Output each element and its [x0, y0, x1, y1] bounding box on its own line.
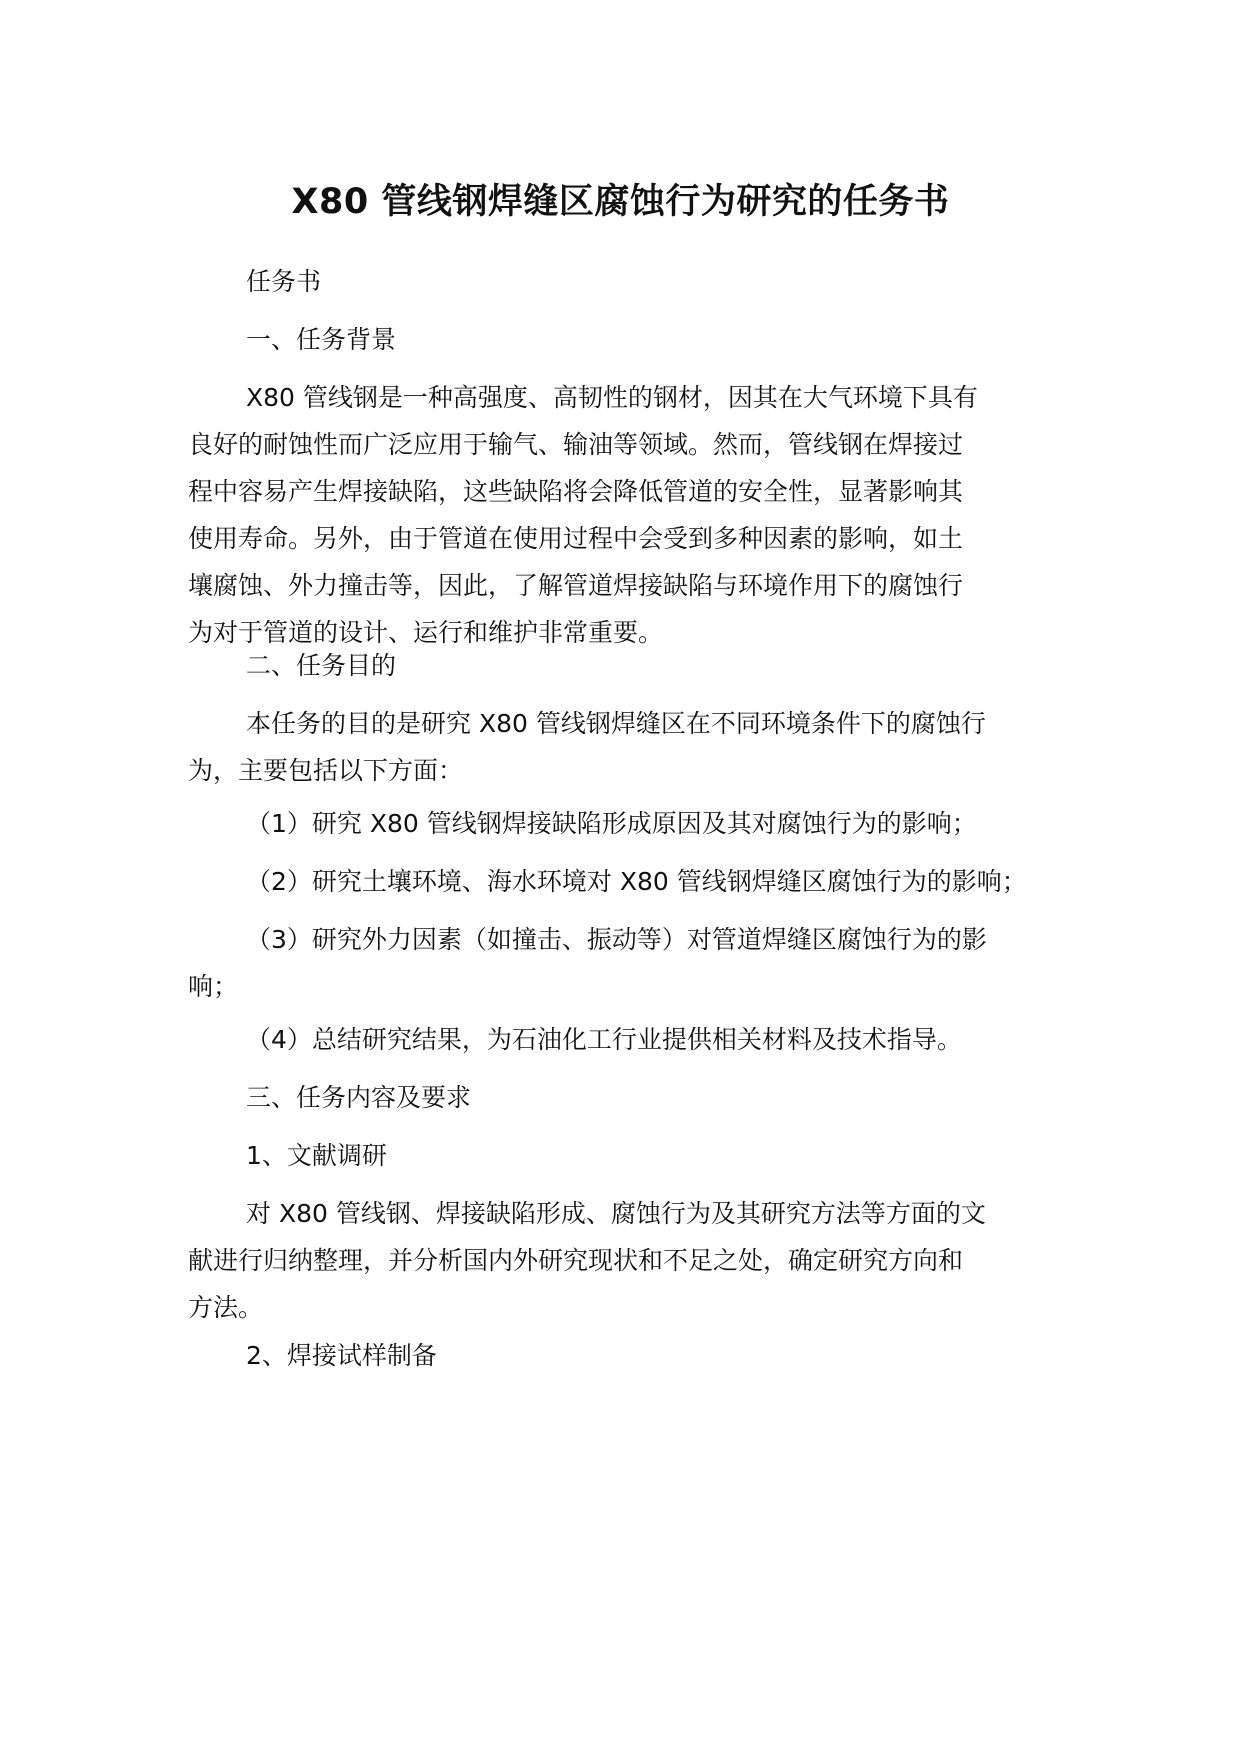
text-line: （2）研究土壤环境、海水环境对 X80 管线钢焊缝区腐蚀行为的影响； — [246, 867, 1027, 896]
text-line: 1、文献调研 — [246, 1141, 387, 1170]
subsection-heading-sample-prep — [188, 1332, 1078, 1379]
section-heading-purpose — [188, 642, 1078, 689]
text-line: 使用寿命。另外，由于管道在使用过程中会受到多种因素的影响，如土 — [188, 524, 964, 553]
list-item-1 — [188, 800, 1078, 847]
paragraph-purpose — [188, 700, 1078, 794]
paragraph-task-book-label — [188, 258, 1078, 305]
text-line: 为，主要包括以下方面： — [188, 756, 464, 785]
subsection-heading-literature — [188, 1132, 1078, 1179]
text-line: 一、任务背景 — [246, 325, 397, 354]
text-line: 程中容易产生焊接缺陷，这些缺陷将会降低管道的安全性，显著影响其 — [188, 477, 964, 506]
paragraph-background — [188, 374, 1078, 656]
text-line: （3）研究外力因素（如撞击、振动等）对管道焊缝区腐蚀行为的影 — [246, 925, 987, 954]
list-item-4 — [188, 1016, 1078, 1063]
list-item-2 — [188, 858, 1078, 905]
text-line: 二、任务目的 — [246, 651, 397, 680]
text-line: 任务书 — [246, 267, 322, 296]
text-line: （4）总结研究结果，为石油化工行业提供相关材料及技术指导。 — [246, 1025, 962, 1054]
paragraph-literature — [188, 1190, 1078, 1331]
text-line: 方法。 — [188, 1293, 264, 1322]
section-heading-content — [188, 1074, 1078, 1121]
text-line: 对 X80 管线钢、焊接缺陷形成、腐蚀行为及其研究方法等方面的文 — [246, 1199, 986, 1228]
list-item-3 — [188, 916, 1078, 1010]
section-heading-background — [188, 316, 1078, 363]
text-line: 壤腐蚀、外力撞击等，因此，了解管道焊接缺陷与环境作用下的腐蚀行 — [188, 571, 964, 600]
text-line: 本任务的目的是研究 X80 管线钢焊缝区在不同环境条件下的腐蚀行 — [246, 709, 986, 738]
text-line: 2、焊接试样制备 — [246, 1341, 437, 1370]
text-line: X80 管线钢是一种高强度、高韧性的钢材，因其在大气环境下具有 — [246, 383, 978, 412]
document-title: X80 管线钢焊缝区腐蚀行为研究的任务书 — [291, 182, 950, 222]
text-line: 为对于管道的设计、运行和维护非常重要。 — [188, 618, 664, 647]
text-line: 响； — [188, 972, 239, 1001]
text-line: 三、任务内容及要求 — [246, 1083, 472, 1112]
text-line: 良好的耐蚀性而广泛应用于输气、输油等领域。然而，管线钢在焊接过 — [188, 430, 964, 459]
text-line: 献进行归纳整理，并分析国内外研究现状和不足之处，确定研究方向和 — [188, 1246, 964, 1275]
text-line: （1）研究 X80 管线钢焊接缺陷形成原因及其对腐蚀行为的影响； — [246, 809, 977, 838]
